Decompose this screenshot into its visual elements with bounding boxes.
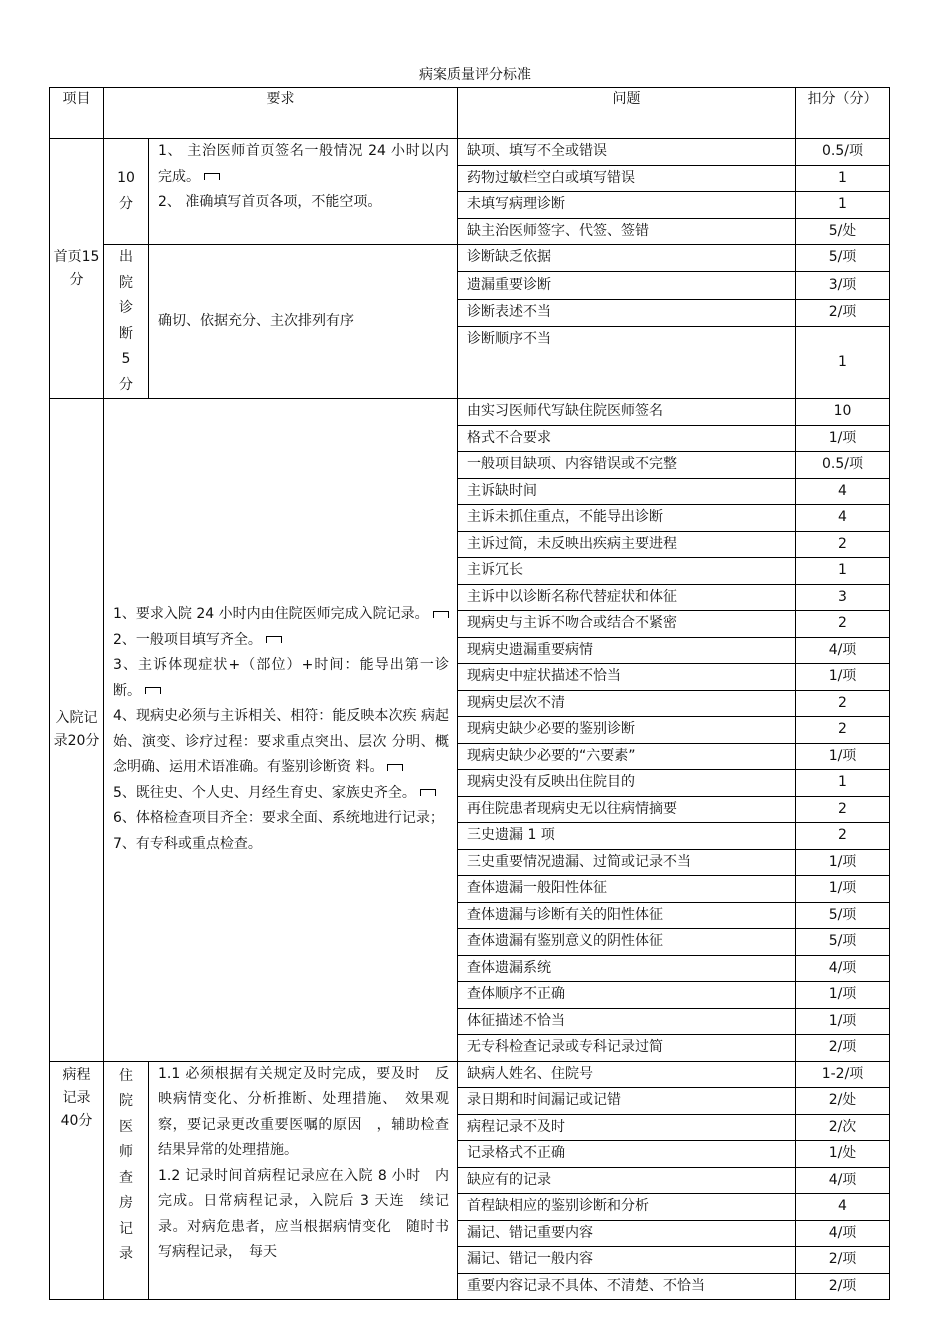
requirement-item: [113, 781, 449, 807]
problem-cell: 现病史层次不清: [458, 690, 796, 717]
deduction-cell: 5/处: [796, 218, 890, 245]
deduction-cell: 2/处: [796, 1088, 890, 1115]
header-problem: 问题: [458, 88, 796, 139]
table-row: [50, 399, 890, 426]
deduction-cell: 1/项: [796, 876, 890, 903]
revision-mark-icon: [387, 764, 403, 771]
deduction-cell: 2: [796, 823, 890, 850]
deduction-cell: 1: [796, 558, 890, 585]
revision-mark-icon: [145, 687, 161, 694]
requirement-text: 3、主诉体现症状+（部位）+时间：能导出第一诊断。: [113, 657, 449, 699]
requirement-item: [113, 602, 449, 628]
deduction-cell: 2/次: [796, 1114, 890, 1141]
section-homepage: 首页15分: [50, 139, 104, 399]
problem-cell: 漏记、错记一般内容: [458, 1247, 796, 1274]
requirement-item: [113, 832, 449, 858]
deduction-cell: 2: [796, 717, 890, 744]
requirement-text: 5、既往史、个人史、月经生育史、家族史齐全。: [113, 784, 416, 801]
requirement-item: [113, 704, 449, 781]
requirement-item: [158, 1164, 449, 1266]
problem-cell: 主诉中以诊断名称代替症状和体征: [458, 584, 796, 611]
requirement-text: 2、 准确填写首页各项，不能空项。: [158, 194, 382, 210]
deduction-cell: 2: [796, 531, 890, 558]
requirement-cell: [149, 1061, 458, 1300]
requirement-cell: [149, 139, 458, 245]
problem-cell: 诊断缺乏依据: [458, 245, 796, 272]
requirement-text: 2、一般项目填写齐全。: [113, 631, 262, 648]
problem-cell: 无专科检查记录或专科记录过简: [458, 1035, 796, 1062]
problem-cell: 现病史缺少必要的鉴别诊断: [458, 717, 796, 744]
problem-cell: 体征描述不恰当: [458, 1008, 796, 1035]
problem-cell: 诊断顺序不当: [458, 327, 796, 399]
document-title: 病案质量评分标准: [419, 67, 531, 83]
problem-cell: 缺病人姓名、住院号: [458, 1061, 796, 1088]
deduction-cell: 4: [796, 1194, 890, 1221]
deduction-cell: 1/项: [796, 1008, 890, 1035]
problem-cell: 由实习医师代写缺住院医师签名: [458, 399, 796, 426]
requirement-text: 7、有专科或重点检查。: [113, 835, 262, 852]
table-row: [50, 139, 890, 166]
section-admission: 入院记录20分: [50, 399, 104, 1062]
problem-cell: 查体遗漏有鉴别意义的阴性体征: [458, 929, 796, 956]
deduction-cell: 5/项: [796, 245, 890, 272]
problem-cell: 主诉未抓住重点，不能导出诊断: [458, 505, 796, 532]
deduction-cell: 1: [796, 327, 890, 399]
header-row: [50, 88, 890, 139]
problem-cell: 病程记录不及时: [458, 1114, 796, 1141]
revision-mark-icon: [420, 789, 436, 796]
problem-cell: 缺项、填写不全或错误: [458, 139, 796, 166]
problem-cell: 现病史中症状描述不恰当: [458, 664, 796, 691]
problem-cell: 首程缺相应的鉴别诊断和分析: [458, 1194, 796, 1221]
deduction-cell: 2/项: [796, 1247, 890, 1274]
requirement-cell: 确切、依据充分、主次排列有序: [149, 245, 458, 399]
requirement-item: [113, 653, 449, 704]
problem-cell: 漏记、错记重要内容: [458, 1220, 796, 1247]
problem-cell: 主诉过简，未反映出疾病主要进程: [458, 531, 796, 558]
deduction-cell: 2/项: [796, 1035, 890, 1062]
deduction-cell: 4: [796, 505, 890, 532]
sub-score: 出院诊断5分: [104, 245, 149, 399]
header-project: 项目: [50, 88, 104, 139]
requirement-item: [158, 1062, 449, 1164]
requirement-text: 1、 主治医师首页签名一般情况 24 小时以内完成。: [158, 143, 449, 185]
deduction-cell: 5/项: [796, 929, 890, 956]
header-deduction: 扣分（分）: [796, 88, 890, 139]
requirement-text: 1.2 记录时间首病程记录应在入院 8 小时 内完成。日常病程记录，入院后 3 天连 续记录。对病危患者，应当根据病情变化 随时书写病程记录， 每天: [158, 1167, 449, 1260]
deduction-cell: 2/项: [796, 1273, 890, 1300]
scoring-table: [49, 87, 890, 1300]
deduction-cell: 2: [796, 690, 890, 717]
requirement-item: [113, 806, 449, 832]
problem-cell: 录日期和时间漏记或记错: [458, 1088, 796, 1115]
problem-cell: 现病史缺少必要的“六要素”: [458, 743, 796, 770]
problem-cell: 查体遗漏一般阳性体征: [458, 876, 796, 903]
deduction-cell: 2: [796, 611, 890, 638]
problem-cell: 记录格式不正确: [458, 1141, 796, 1168]
sub-score: 10分: [104, 139, 149, 245]
requirement-text: 4、现病史必须与主诉相关、相符：能反映本次疾 病起始、演变、诊疗过程：要求重点突出、层次 分明、概念明确、运用术语准确。有鉴别诊断资 料。: [113, 708, 449, 776]
problem-cell: 缺应有的记录: [458, 1167, 796, 1194]
sub-item: 住院医师查房记录: [104, 1061, 149, 1300]
deduction-cell: 10: [796, 399, 890, 426]
deduction-cell: 1/项: [796, 664, 890, 691]
problem-cell: 现病史与主诉不吻合或结合不紧密: [458, 611, 796, 638]
problem-cell: 三史重要情况遗漏、过简或记录不当: [458, 849, 796, 876]
deduction-cell: 4: [796, 478, 890, 505]
problem-cell: 诊断表述不当: [458, 299, 796, 326]
deduction-cell: 4/项: [796, 1220, 890, 1247]
problem-cell: 主诉冗长: [458, 558, 796, 585]
requirement-text: 6、体格检查项目齐全：要求全面、系统地进行记录；: [113, 810, 444, 827]
table-row: [50, 245, 890, 272]
problem-cell: 现病史没有反映出住院目的: [458, 770, 796, 797]
deduction-cell: 0.5/项: [796, 139, 890, 166]
deduction-cell: 2/项: [796, 299, 890, 326]
deduction-cell: 2: [796, 796, 890, 823]
problem-cell: 缺主治医师签字、代签、签错: [458, 218, 796, 245]
problem-cell: 一般项目缺项、内容错误或不完整: [458, 452, 796, 479]
requirement-text: 1、要求入院 24 小时内由住院医师完成入院记录。: [113, 606, 429, 623]
deduction-cell: 1/项: [796, 743, 890, 770]
requirement-item: [113, 628, 449, 654]
deduction-cell: 1: [796, 770, 890, 797]
revision-mark-icon: [433, 611, 449, 618]
problem-cell: 查体遗漏与诊断有关的阳性体征: [458, 902, 796, 929]
problem-cell: 未填写病理诊断: [458, 192, 796, 219]
deduction-cell: 0.5/项: [796, 452, 890, 479]
problem-cell: 药物过敏栏空白或填写错误: [458, 165, 796, 192]
problem-cell: 现病史遗漏重要病情: [458, 637, 796, 664]
deduction-cell: 1-2/项: [796, 1061, 890, 1088]
problem-cell: 遗漏重要诊断: [458, 272, 796, 299]
deduction-cell: 3/项: [796, 272, 890, 299]
revision-mark-icon: [266, 636, 282, 643]
problem-cell: 主诉缺时间: [458, 478, 796, 505]
deduction-cell: 1/处: [796, 1141, 890, 1168]
requirement-item: [158, 139, 449, 190]
revision-mark-icon: [204, 173, 220, 180]
deduction-cell: 1/项: [796, 849, 890, 876]
requirement-text: 1.1 必须根据有关规定及时完成，要及时 反映病情变化、分析推断、处理措施、 效果观察，要记录更改重要医嘱的原因 ，辅助检查结果异常的处理措施。: [158, 1065, 449, 1158]
deduction-cell: 1/项: [796, 982, 890, 1009]
problem-cell: 重要内容记录不具体、不清楚、不恰当: [458, 1273, 796, 1300]
deduction-cell: 3: [796, 584, 890, 611]
deduction-cell: 4/项: [796, 955, 890, 982]
table-row: [50, 1061, 890, 1088]
section-progress-notes: 病程记录40分: [50, 1061, 104, 1300]
requirement-item: [158, 190, 449, 216]
deduction-cell: 1: [796, 165, 890, 192]
problem-cell: 再住院患者现病史无以往病情摘要: [458, 796, 796, 823]
requirement-cell: [104, 399, 458, 1062]
deduction-cell: 1/项: [796, 425, 890, 452]
deduction-cell: 5/项: [796, 902, 890, 929]
problem-cell: 查体顺序不正确: [458, 982, 796, 1009]
deduction-cell: 4/项: [796, 1167, 890, 1194]
header-requirement: 要求: [104, 88, 458, 139]
problem-cell: 格式不合要求: [458, 425, 796, 452]
deduction-cell: 4/项: [796, 637, 890, 664]
problem-cell: 查体遗漏系统: [458, 955, 796, 982]
deduction-cell: 1: [796, 192, 890, 219]
problem-cell: 三史遗漏 1 项: [458, 823, 796, 850]
